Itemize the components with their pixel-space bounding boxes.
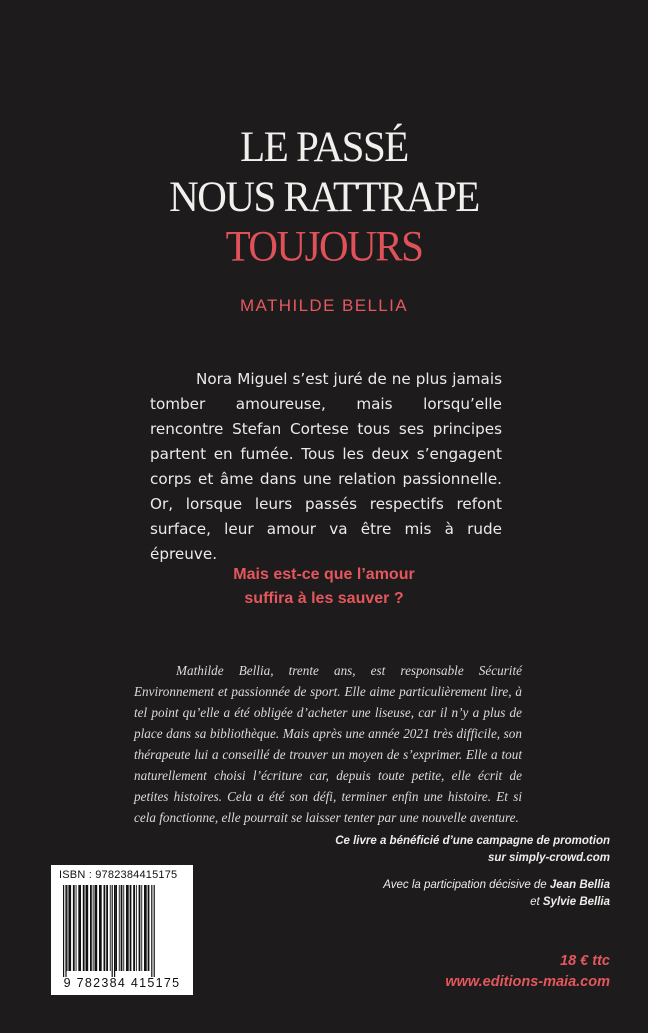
barcode-bar bbox=[90, 885, 92, 971]
barcode-bar bbox=[123, 885, 124, 971]
barcode-guard-bar bbox=[63, 885, 64, 977]
barcode-guard-bar bbox=[65, 885, 66, 977]
barcode-bar bbox=[73, 885, 75, 971]
barcode-bar bbox=[68, 885, 71, 971]
contributor-name-2: Sylvie Bellia bbox=[542, 896, 610, 908]
tagline-question bbox=[0, 563, 648, 611]
barcode-bar bbox=[144, 885, 147, 971]
promotion-line-2: sur simply-crowd.com bbox=[487, 852, 610, 864]
barcode-digits: 9 782384 415175 bbox=[63, 976, 181, 990]
barcode-bar bbox=[104, 885, 106, 971]
promotion-line-1: Ce livre a bénéficié d’une campagne de promotion bbox=[335, 835, 610, 847]
barcode-icon bbox=[57, 885, 187, 977]
barcode-bar bbox=[106, 885, 108, 971]
barcode-bar bbox=[93, 885, 94, 971]
author-biography: Mathilde Bellia, trente ans, est responsable Sécurité Environnement et passionnée de sport. Elle aime particulièrement lire, à tel point qu’elle a été obligée d’acheter une liseuse, car il n’y a plus de place dans sa bibliothèque. Mais après une année 2021 très difficile, son thérapeute lui a conseillé de trouver un moyen de s’exprimer. Elle a tout naturellement choisi l’écriture car, depuis toute petite, elle écrit de petites histoires. Cela a été son défi, terminer enfin une histoire. Et si cela fonctionne, elle pourrait se laisser tenter par une nouvelle aventure. bbox=[134, 663, 522, 825]
barcode-bar bbox=[86, 885, 89, 971]
contributors-line-2 bbox=[290, 894, 610, 911]
price-label: 18 € ttc bbox=[560, 953, 610, 969]
barcode-bar bbox=[67, 885, 68, 971]
title-line-2: NOUS RATTRAPE bbox=[169, 171, 479, 221]
title-line-1: LE PASSÉ bbox=[240, 121, 408, 171]
isbn-barcode-block bbox=[51, 865, 193, 995]
contributors-line-1 bbox=[290, 877, 610, 894]
book-title bbox=[0, 122, 648, 271]
barcode-bar bbox=[78, 885, 81, 971]
barcode-bar bbox=[95, 885, 98, 971]
barcode-bar bbox=[136, 885, 137, 971]
barcode-bar bbox=[139, 885, 141, 971]
barcode-bar bbox=[110, 885, 111, 971]
tagline-line-2: suffira à les sauver ? bbox=[244, 590, 404, 607]
barcode-bar bbox=[133, 885, 135, 971]
barcode-guard-bar bbox=[154, 885, 155, 977]
barcode-bar bbox=[76, 885, 77, 971]
promotion-credit bbox=[310, 833, 610, 867]
publisher-website: www.editions-maia.com bbox=[445, 974, 610, 990]
barcode-bar bbox=[130, 885, 132, 971]
barcode-bar bbox=[126, 885, 129, 971]
barcode-guard-bar bbox=[112, 885, 113, 977]
author-name: MATHILDE BELLIA bbox=[239, 296, 409, 315]
contributor-name-1: Jean Bellia bbox=[549, 879, 610, 891]
barcode-bar bbox=[141, 885, 142, 971]
barcode-guard-bar bbox=[151, 885, 152, 977]
contributors-connector: et bbox=[530, 896, 543, 908]
barcode-bar bbox=[148, 885, 150, 971]
isbn-label: ISBN : 9782384415175 bbox=[59, 869, 178, 881]
contributors-prefix: Avec la participation décisive de bbox=[383, 879, 550, 891]
barcode-bar bbox=[83, 885, 85, 971]
title-line-3: TOUJOURS bbox=[225, 221, 423, 271]
barcode-bar bbox=[115, 885, 117, 971]
barcode-guard-bar bbox=[114, 885, 115, 977]
barcode-bar bbox=[99, 885, 102, 971]
contributors-credit bbox=[290, 877, 610, 911]
tagline-line-1: Mais est-ce que l’amour bbox=[233, 566, 415, 583]
synopsis-paragraph: Nora Miguel s’est juré de ne plus jamais tomber amoureuse, mais lorsqu’elle rencontre Stefan Cortese tous ses principes partent en fumée. Tous les deux s’engagent corps et âme dans une relation passionnelle. Or, lorsque leurs passés respectifs refont surface, leur amour va être mis à rude épreuve. bbox=[150, 370, 502, 563]
barcode-bar bbox=[121, 885, 123, 971]
barcode-bar bbox=[119, 885, 120, 971]
